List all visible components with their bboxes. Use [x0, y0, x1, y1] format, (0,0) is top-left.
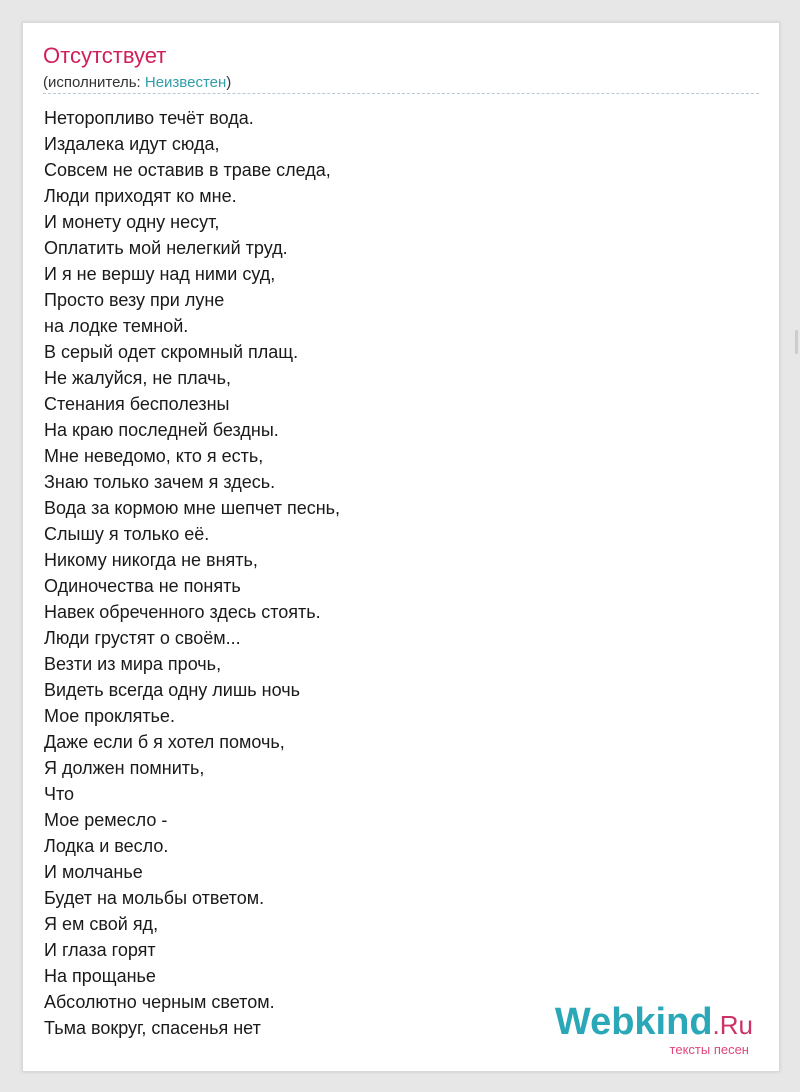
artist-line	[43, 73, 231, 93]
header-divider	[43, 93, 759, 94]
lyric-line: Что	[44, 784, 75, 804]
lyric-line: И я не вершу над ними суд,	[44, 264, 276, 284]
logo-tld: .Ru	[712, 1010, 753, 1040]
artist-link[interactable]: Неизвестен	[144, 74, 227, 91]
logo-wordmark	[555, 1003, 753, 1044]
lyric-line: Тьма вокруг, спасенья нет	[44, 1018, 261, 1038]
lyric-line: Навек обреченного здесь стоять.	[44, 602, 321, 622]
lyric-line: Никому никогда не внять,	[44, 550, 258, 570]
lyric-line: И глаза горят	[44, 940, 156, 960]
lyric-line: Мое проклятье.	[44, 706, 175, 726]
lyric-line: Вода за кормою мне шепчет песнь,	[44, 498, 341, 518]
lyric-line: И монету одну несут,	[44, 212, 220, 232]
lyric-line: Мне неведомо, кто я есть,	[44, 446, 264, 466]
scrollbar-thumb[interactable]	[795, 330, 798, 354]
lyric-line: И молчанье	[44, 862, 143, 882]
lyric-line: Просто везу при луне	[44, 290, 225, 310]
lyric-line: Оплатить мой нелегкий труд.	[44, 238, 288, 258]
lyric-line: На краю последней бездны.	[44, 420, 279, 440]
lyric-line: Издалека идут сюда,	[44, 134, 220, 154]
lyric-line: Совсем не оставив в траве следа,	[44, 160, 331, 180]
lyric-line: Даже если б я хотел помочь,	[44, 732, 285, 752]
lyric-line: Слышу я только её.	[44, 524, 210, 544]
lyric-line: Не жалуйся, не плачь,	[44, 368, 231, 388]
lyrics-text	[44, 105, 340, 1041]
lyric-line: Лодка и весло.	[44, 836, 169, 856]
song-title: Отсутствует	[43, 43, 167, 68]
lyric-line: Я должен помнить,	[44, 758, 205, 778]
lyric-line: Люди приходят ко мне.	[44, 186, 237, 206]
lyric-line: Стенания бесполезны	[44, 394, 230, 414]
lyric-line: Неторопливо течёт вода.	[44, 108, 254, 128]
lyrics-card	[22, 22, 780, 1072]
logo-tagline: тексты песен	[669, 1042, 749, 1057]
logo-main-text: Webkind	[554, 1001, 713, 1043]
lyric-line: В серый одет скромный плащ.	[44, 342, 299, 362]
artist-suffix: )	[226, 74, 232, 91]
lyric-line: Везти из мира прочь,	[44, 654, 222, 674]
lyric-line: Будет на мольбы ответом.	[44, 888, 265, 908]
lyric-line: Знаю только зачем я здесь.	[44, 472, 276, 492]
lyric-line: Абсолютно черным светом.	[44, 992, 275, 1012]
lyric-line: Одиночества не понять	[44, 576, 241, 596]
lyric-line: Люди грустят о своём...	[44, 628, 241, 648]
site-logo[interactable]	[555, 1003, 753, 1057]
artist-prefix: (исполнитель:	[43, 74, 145, 91]
lyric-line: Я ем свой яд,	[44, 914, 159, 934]
lyric-line: Видеть всегда одну лишь ночь	[44, 680, 300, 700]
lyric-line: на лодке темной.	[44, 316, 189, 336]
lyric-line: Мое ремесло -	[44, 810, 168, 830]
lyric-line: На прощанье	[44, 966, 156, 986]
